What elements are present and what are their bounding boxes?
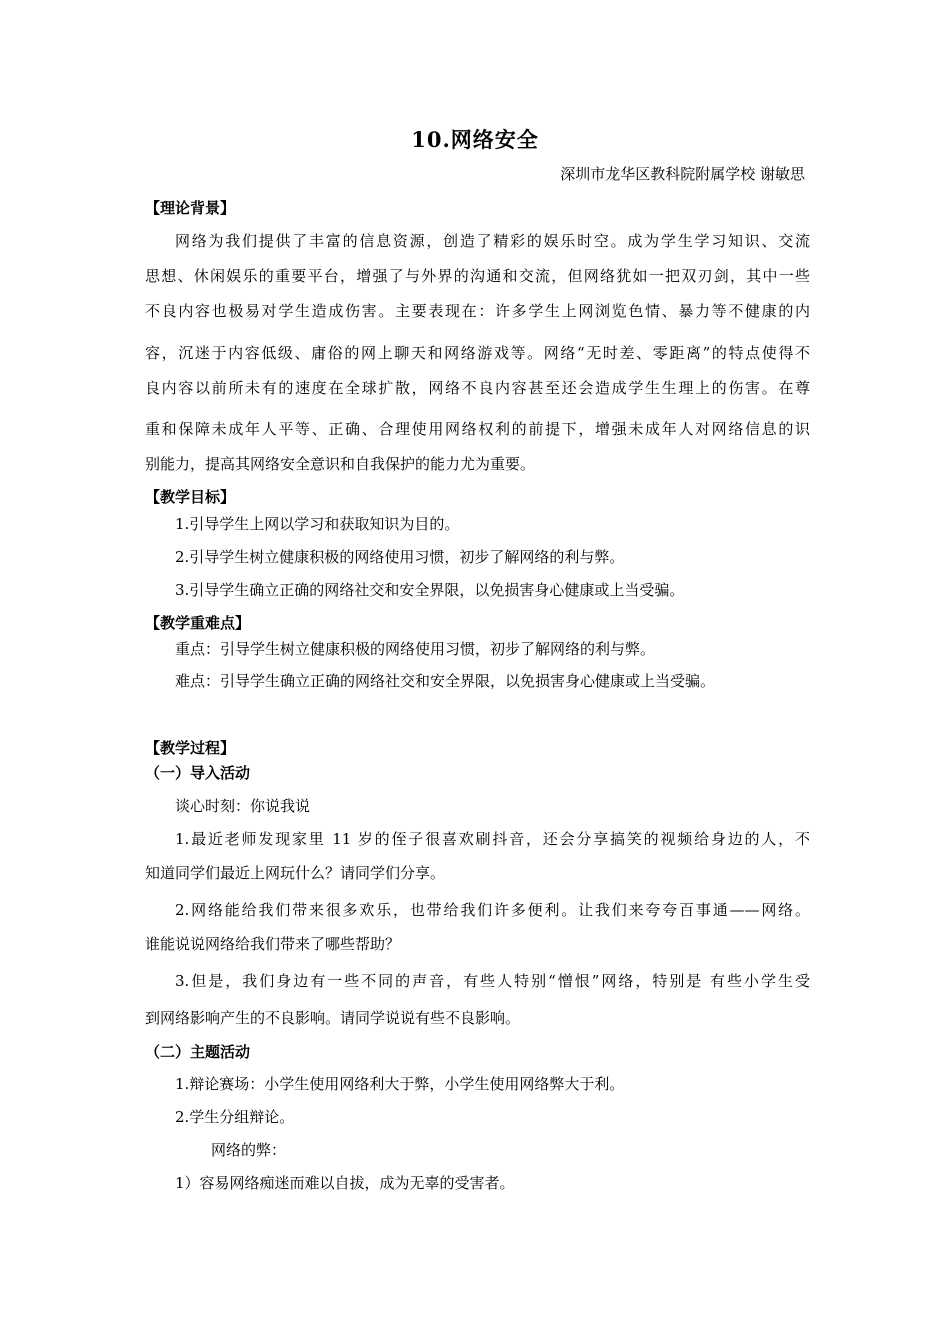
- intro-line: 2.网络能给我们带来很多欢乐，也带给我们许多便利。让我们来夸夸百事通——网络。: [175, 901, 810, 919]
- intro-line: 1.最近老师发现家里 11 岁的侄子很喜欢刷抖音，还会分享搞笑的视频给身边的人，不: [175, 830, 810, 848]
- main-activity-line: 2.学生分组辩论。: [175, 1108, 295, 1126]
- theory-line: 不良内容也极易对学生造成伤害。主要表现在：许多学生上网浏览色情、暴力等不健康的内: [145, 302, 810, 320]
- intro-line: 到网络影响产生的不良影响。请同学说说有些不良影响。: [145, 1009, 521, 1027]
- theory-line: 别能力，提高其网络安全意识和自我保护的能力尤为重要。: [145, 455, 536, 473]
- intro-line: 3.但是，我们身边有一些不同的声音，有些人特别“憎恨”网络，特别是 有些小学生受: [175, 972, 810, 990]
- main-activity-line: 1.辩论赛场：小学生使用网络利大于弊，小学生使用网络弊大于利。: [175, 1075, 625, 1093]
- intro-line: 知道同学们最近上网玩什么？请同学们分享。: [145, 864, 446, 882]
- main-activity-line: 1）容易网络痴迷而难以自拔，成为无辜的受害者。: [175, 1174, 515, 1192]
- theory-line: 容，沉迷于内容低级、庸俗的网上聊天和网络游戏等。网络“无时差、零距离”的特点使得不: [145, 344, 810, 362]
- theory-line: 网络为我们提供了丰富的信息资源，创造了精彩的娱乐时空。成为学生学习知识、交流: [175, 232, 810, 250]
- section-heading-theory: 【理论背景】: [145, 199, 236, 217]
- theory-line: 重和保障未成年人平等、正确、合理使用网络权利的前提下，增强未成年人对网络信息的识: [145, 420, 810, 438]
- goal-item: 1.引导学生上网以学习和获取知识为目的。: [175, 515, 460, 533]
- key-point: 重点：引导学生树立健康积极的网络使用习惯，初步了解网络的利与弊。: [175, 640, 656, 658]
- main-activity-line: 网络的弊：: [211, 1141, 287, 1159]
- section-heading-process: 【教学过程】: [145, 739, 236, 757]
- subsection-heading-main: （二）主题活动: [145, 1043, 251, 1061]
- theory-line: 良内容以前所未有的速度在全球扩散，网络不良内容甚至还会造成学生生理上的伤害。在尊: [145, 379, 810, 397]
- key-point: 难点：引导学生确立正确的网络社交和安全界限，以免损害身心健康或上当受骗。: [175, 672, 716, 690]
- intro-line: 谁能说说网络给我们带来了哪些帮助？: [145, 935, 401, 953]
- goal-item: 3.引导学生确立正确的网络社交和安全界限，以免损害身心健康或上当受骗。: [175, 581, 685, 599]
- section-heading-key: 【教学重难点】: [145, 614, 251, 632]
- theory-line: 思想、休闲娱乐的重要平台，增强了与外界的沟通和交流，但网络犹如一把双刃剑，其中一些: [145, 267, 810, 285]
- section-heading-goals: 【教学目标】: [145, 488, 236, 506]
- author-line: 深圳市龙华区教科院附属学校 谢敏思: [560, 165, 805, 183]
- intro-line: 谈心时刻：你说我说: [175, 797, 311, 815]
- subsection-heading-intro: （一）导入活动: [145, 764, 251, 782]
- document-title: 10.网络安全: [411, 127, 539, 152]
- goal-item: 2.引导学生树立健康积极的网络使用习惯，初步了解网络的利与弊。: [175, 548, 625, 566]
